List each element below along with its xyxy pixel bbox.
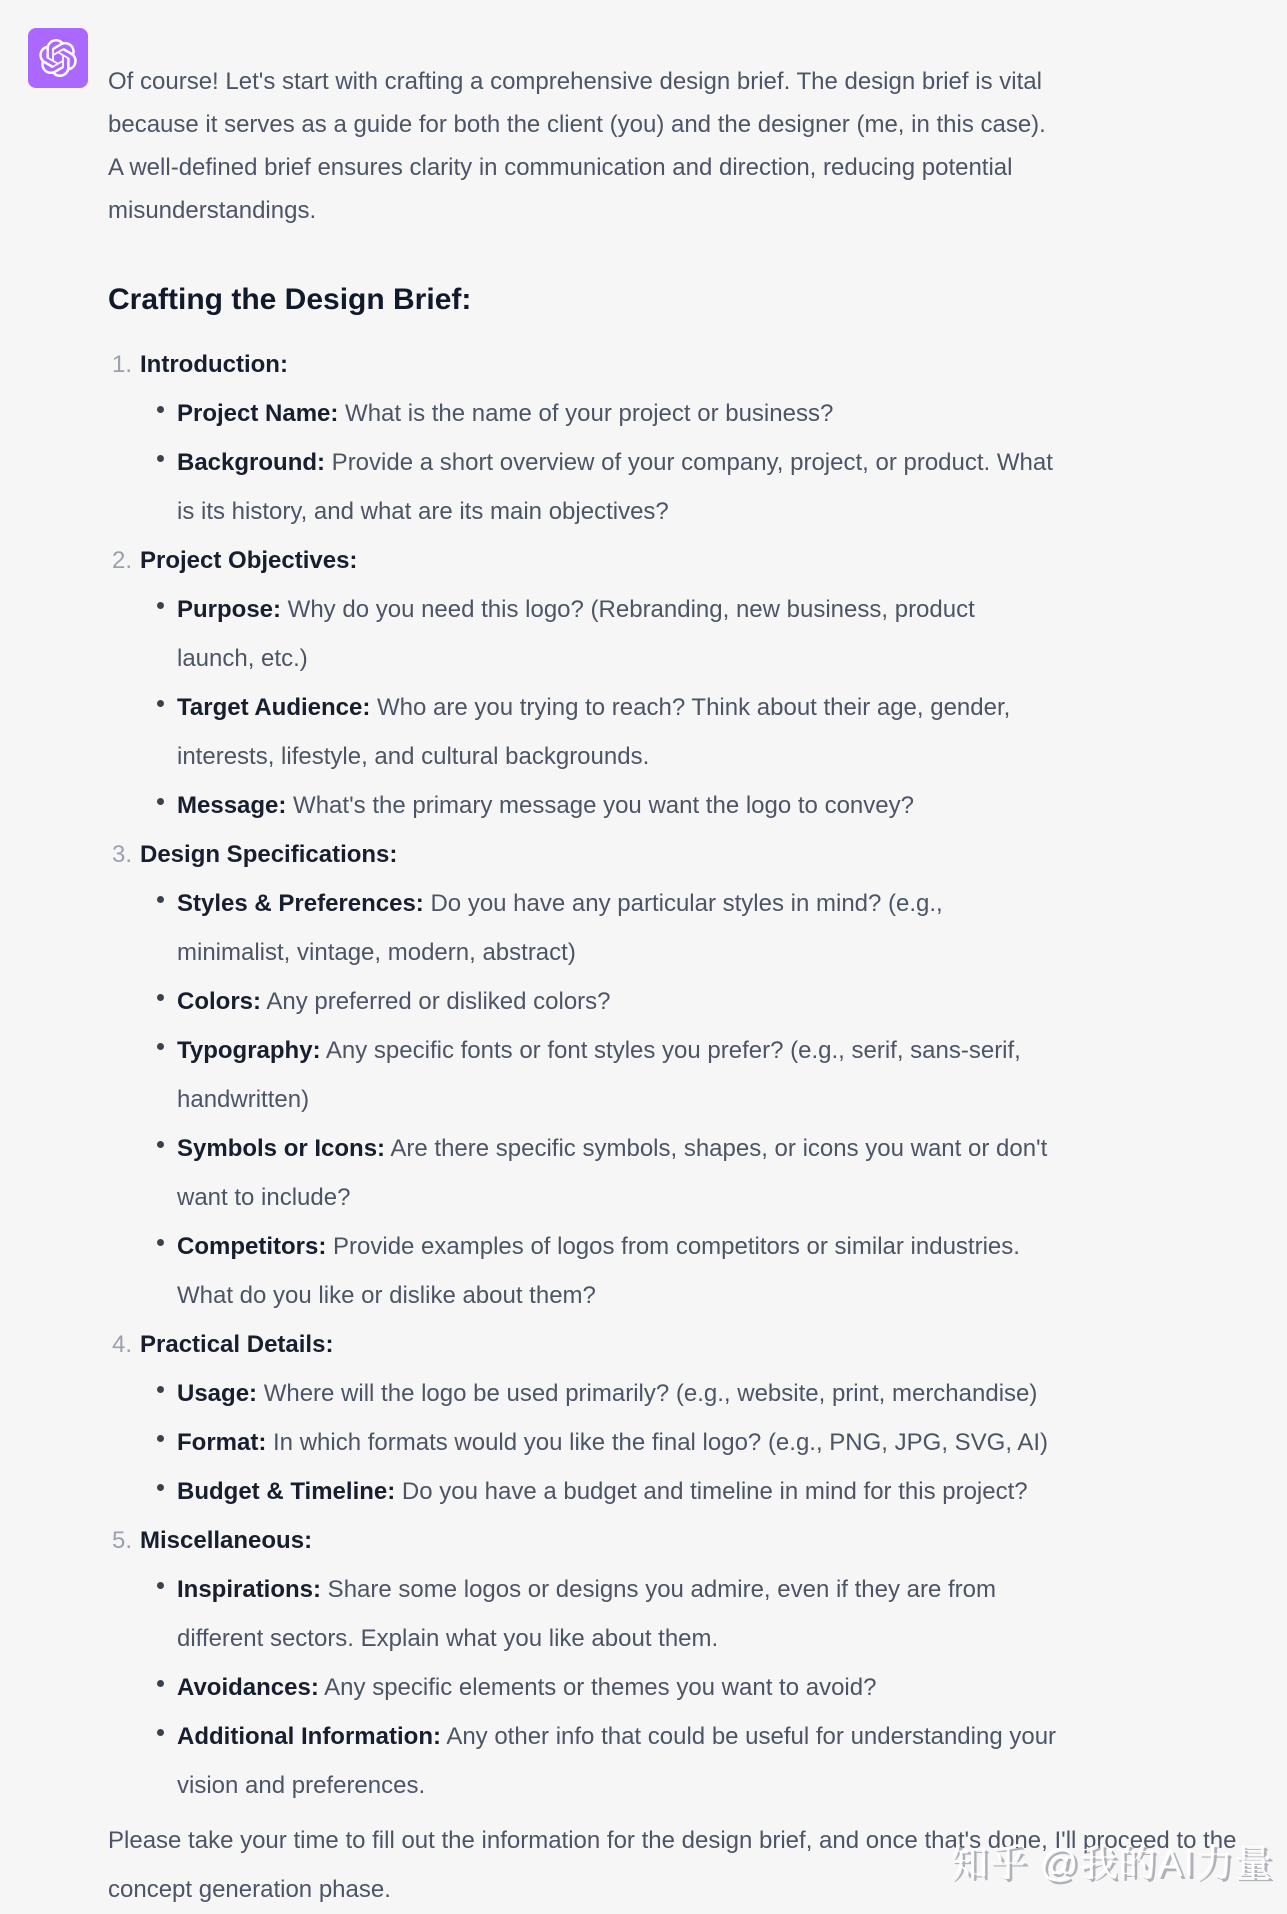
list-item-text: Purpose: Why do you need this logo? (Rebranding, new business, product launch, etc.): [177, 596, 975, 672]
list-item: [157, 585, 1168, 683]
list-item-text: Additional Information: Any other info that could be useful for understanding your vision and preferences.: [177, 1723, 1057, 1799]
list-section-title: Miscellaneous:: [140, 1527, 313, 1554]
list-section-header: [108, 536, 1168, 585]
bullet-icon: [157, 1582, 164, 1589]
list-item: [157, 781, 1168, 830]
list-item: [157, 1026, 1168, 1124]
list-item: [157, 683, 1168, 781]
closing-paragraph: Please take your time to fill out the information for the design brief, and once that's done, I'll proceed to the concept generation phase.: [108, 1827, 1237, 1903]
bullet-icon: [157, 1484, 164, 1491]
list-section-title: Introduction:: [140, 351, 288, 378]
list-item-label: Project Name:: [177, 400, 339, 427]
list-item-label: Usage:: [177, 1380, 258, 1407]
list-item-label: Styles & Preferences:: [177, 890, 424, 917]
list-number: 1.: [112, 351, 133, 378]
list-item-label: Background:: [177, 449, 326, 476]
bullet-icon: [157, 1680, 164, 1687]
bullet-icon: [157, 994, 164, 1001]
zhihu-watermark: 知乎 @我的AI力量: [949, 1843, 1273, 1885]
list-section: [108, 1516, 1168, 1810]
list-item: [157, 1418, 1168, 1467]
list-number: 3.: [112, 841, 133, 868]
list-item: [157, 389, 1168, 438]
bullet-icon: [157, 1729, 164, 1736]
list-item-label: Budget & Timeline:: [177, 1478, 396, 1505]
bullet-icon: [157, 1239, 164, 1246]
list-item-label: Message:: [177, 792, 287, 819]
list-item: [157, 977, 1168, 1026]
list-section: [108, 830, 1168, 1320]
list-section-header: [108, 340, 1168, 389]
list-item: [157, 438, 1168, 536]
list-item-text: Usage: Where will the logo be used primarily? (e.g., website, print, merchandise): [177, 1380, 1038, 1407]
bullet-icon: [157, 798, 164, 805]
list-item-label: Symbols or Icons:: [177, 1135, 386, 1162]
list-item-text: Target Audience: Who are you trying to reach? Think about their age, gender, interests, lifestyle, and cultural backgrounds.: [177, 694, 1011, 770]
list-item-label: Purpose:: [177, 596, 282, 623]
chatgpt-avatar: [28, 28, 88, 88]
list-section: [108, 536, 1168, 830]
list-number: 4.: [112, 1331, 133, 1358]
list-section: [108, 1320, 1168, 1516]
list-section-title: Project Objectives:: [140, 547, 358, 574]
list-item: [157, 1222, 1168, 1320]
bullet-icon: [157, 602, 164, 609]
list-item-text: Message: What's the primary message you want the logo to convey?: [177, 792, 914, 819]
list-number: 5.: [112, 1527, 133, 1554]
list-item-text: Avoidances: Any specific elements or themes you want to avoid?: [177, 1674, 877, 1701]
bullet-icon: [157, 406, 164, 413]
list-item: [157, 1467, 1168, 1516]
design-brief-list: [108, 340, 1168, 1810]
section-heading: Crafting the Design Brief:: [108, 283, 472, 316]
openai-logo-icon: [39, 39, 77, 77]
list-item: [157, 1565, 1168, 1663]
list-section-header: [108, 830, 1168, 879]
bullet-icon: [157, 1141, 164, 1148]
bullet-icon: [157, 700, 164, 707]
list-item-text: Project Name: What is the name of your project or business?: [177, 400, 834, 427]
list-item-label: Additional Information:: [177, 1723, 441, 1750]
bullet-icon: [157, 1435, 164, 1442]
list-item-label: Typography:: [177, 1037, 321, 1064]
list-item-label: Target Audience:: [177, 694, 371, 721]
list-item-text: Competitors: Provide examples of logos from competitors or similar industries. What do you like or dislike about them?: [177, 1233, 1020, 1309]
list-item-label: Competitors:: [177, 1233, 327, 1260]
list-section: [108, 340, 1168, 536]
list-item-text: Inspirations: Share some logos or designs you admire, even if they are from different sectors. Explain what you like about them.: [177, 1576, 997, 1652]
list-section-title: Design Specifications:: [140, 841, 398, 868]
list-item-text: Background: Provide a short overview of your company, project, or product. What is its history, and what are its main objectives?: [177, 449, 1053, 525]
list-item-label: Inspirations:: [177, 1576, 322, 1603]
list-item-label: Format:: [177, 1429, 267, 1456]
list-item-label: Avoidances:: [177, 1674, 319, 1701]
list-item: [157, 1124, 1168, 1222]
list-item-text: Typography: Any specific fonts or font styles you prefer? (e.g., serif, sans-serif, handwritten): [177, 1037, 1021, 1113]
list-item-text: Colors: Any preferred or disliked colors?: [177, 988, 611, 1015]
bullet-icon: [157, 1386, 164, 1393]
bullet-icon: [157, 896, 164, 903]
list-section-title: Practical Details:: [140, 1331, 334, 1358]
list-item: [157, 1369, 1168, 1418]
list-item-text: Styles & Preferences: Do you have any particular styles in mind? (e.g., minimalist, vintage, modern, abstract): [177, 890, 943, 966]
assistant-intro-paragraph: Of course! Let's start with crafting a comprehensive design brief. The design brief is vital because it serves as a guide for both the client (you) and the designer (me, in this case). A well-defined brief ensures clarity in communication and direction, reducing potential misunderstandings.: [108, 68, 1046, 224]
list-section-header: [108, 1320, 1168, 1369]
bullet-icon: [157, 455, 164, 462]
list-item: [157, 879, 1168, 977]
bullet-icon: [157, 1043, 164, 1050]
list-item-text: Format: In which formats would you like the final logo? (e.g., PNG, JPG, SVG, AI): [177, 1429, 1049, 1456]
list-item: [157, 1663, 1168, 1712]
list-item-text: Budget & Timeline: Do you have a budget and timeline in mind for this project?: [177, 1478, 1028, 1505]
list-item: [157, 1712, 1168, 1810]
list-number: 2.: [112, 547, 133, 574]
list-item-label: Colors:: [177, 988, 261, 1015]
list-section-header: [108, 1516, 1168, 1565]
list-item-text: Symbols or Icons: Are there specific symbols, shapes, or icons you want or don't want to include?: [177, 1135, 1048, 1211]
